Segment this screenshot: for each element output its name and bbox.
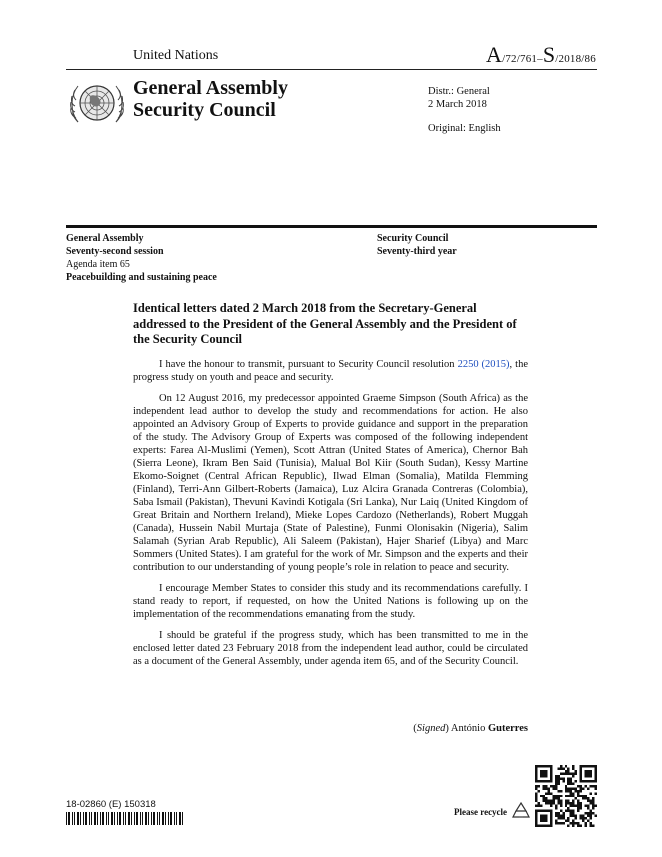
signer-last-name: Guterres — [487, 723, 528, 734]
paragraph-4: I should be grateful if the progress study, which has been transmitted to me in the enclosed letter dated 23 February 2018 from the independent lead author, could be circulated as a document of the General Assembly, under agenda item 65, and of the Security Council. — [133, 630, 528, 667]
symbol-suffix: /2018/86 — [555, 53, 596, 65]
recycle-label: Please recycle — [454, 807, 508, 817]
session-left — [66, 232, 217, 284]
left-item-title: Peacebuilding and sustaining peace — [66, 272, 217, 283]
organ-general-assembly: General Assembly — [133, 77, 288, 99]
resolution-link[interactable]: 2250 (2015) — [457, 359, 510, 370]
signer-first-name: António — [450, 723, 486, 734]
recycle-icon — [510, 800, 532, 822]
left-session: Seventy-second session — [66, 246, 164, 257]
organization-name: United Nations — [133, 48, 219, 63]
left-agenda: Agenda item 65 — [66, 259, 130, 270]
session-right — [377, 232, 457, 258]
symbol-mid: /72/761– — [502, 53, 543, 65]
organs-title — [133, 77, 288, 121]
organ-security-council: Security Council — [133, 99, 276, 121]
qr-code-icon — [535, 765, 597, 827]
paragraph-1 — [133, 358, 528, 384]
letter-title: Identical letters dated 2 March 2018 from the Secretary-General addressed to the President of the General Assembly and the President of the Security Council — [133, 301, 517, 346]
distribution: Distr.: General — [428, 86, 490, 97]
p1-after: , the progress study on youth and peace and security. — [133, 359, 528, 383]
issue-date: 2 March 2018 — [428, 99, 487, 110]
signature: (Signed) António Guterres — [413, 723, 528, 734]
right-body: Security Council — [377, 233, 449, 244]
paragraph-3: I encourage Member States to consider this study and its recommendations carefully. I stand ready to report, if requested, on how the United Nations is following up on the implementation of the recommendations emanating from the study. — [133, 583, 528, 620]
distribution-block — [428, 85, 490, 111]
barcode-icon — [66, 812, 184, 825]
right-year: Seventy-third year — [377, 246, 457, 257]
document-number: 18-02860 (E) 150318 — [66, 799, 156, 810]
original-language: Original: English — [428, 123, 501, 134]
symbol-s: S — [542, 42, 556, 67]
session-rule — [66, 225, 597, 228]
letter-body — [133, 358, 528, 676]
paragraph-2: On 12 August 2016, my predecessor appointed Graeme Simpson (South Africa) as the independent lead author to develop the study and recommendations for action. He also appointed an Advisory Group of Experts to provide guidance and support in the preparation of the study. The Advisory Group of Experts was composed of the following independent experts: Farea Al-Muslimi (Yemen), Scott Attran (United States of America), Chernor Bah (Sierra Leone), Ikram Ben Said (Tunisia), Malual Bol Kiir (South Sudan), Kessy Martine Ekomo-Soignet (Central African Republic), Ilwad Elman (Somalia), Matilda Flemming (Finland), Terri-Ann Gilbert-Roberts (Jamaica), Luz Alcira Granada Contreras (Colombia), Saba Ismail (Pakistan), Thevuni Kavindi Kotigala (Sri Lanka), Nur Laiq (United Kingdom of Great Britain and Northern Ireland), Mieke Lopes Cardozo (Netherlands), Robert Muggah (Canada), Hussein Nabil Murtaja (State of Palestine), Funmi Olonisakin (Nigeria), Salim Salamah (Syrian Arab Republic), Ali Saleem (Pakistan), Hajer Sharief (Libya) and Marc Sommers (United States). I am grateful for the work of Mr. Simpson and the experts and their contribution to our understanding of young people’s role in relation to peace and security. — [133, 393, 528, 573]
symbol-prefix: A — [486, 42, 503, 67]
document-symbol — [486, 42, 596, 68]
header-rule — [66, 69, 597, 70]
signed-label: Signed — [416, 723, 446, 734]
p1-before: I have the honour to transmit, pursuant to Security Council resolution — [159, 359, 458, 370]
un-emblem-icon — [68, 78, 126, 130]
left-body: General Assembly — [66, 233, 144, 244]
